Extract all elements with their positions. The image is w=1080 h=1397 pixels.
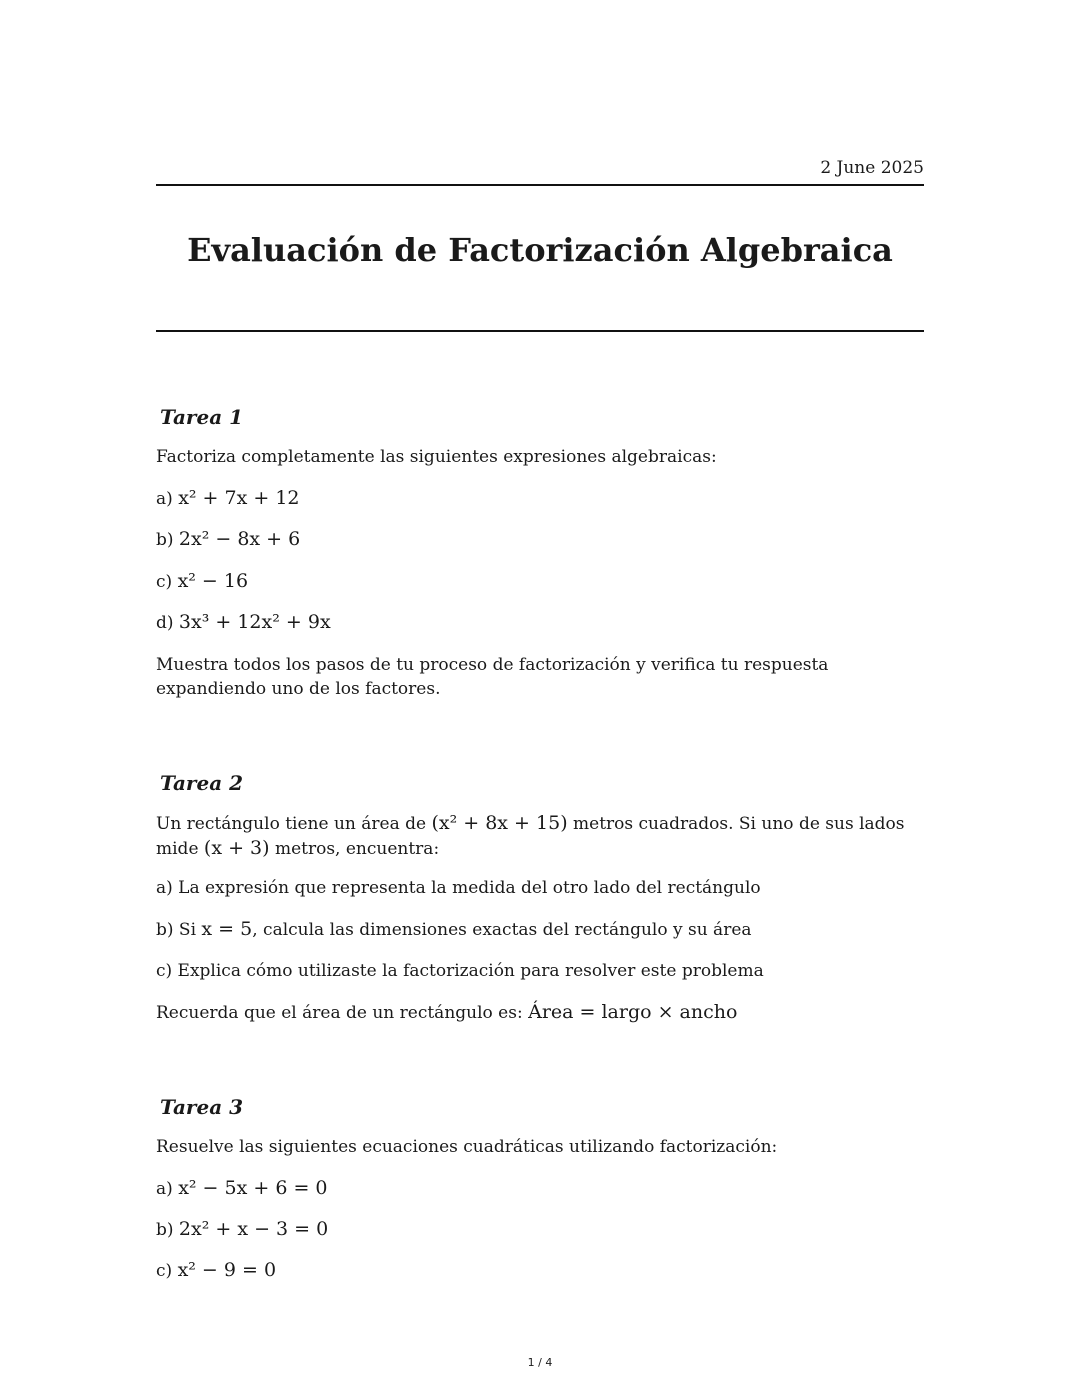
task-1-note: Muestra todos los pasos de tu proceso de factorización y verifica tu respuesta expandiendo uno de los factores. — [156, 655, 829, 699]
task-2-item-c: c) Explica cómo utilizaste la factorización para resolver este problema — [156, 961, 764, 981]
task-1-item-b — [156, 527, 924, 552]
document-page — [156, 0, 924, 1397]
item-expression: x = 5 — [201, 918, 253, 940]
item-expression: x² − 9 = 0 — [177, 1259, 277, 1281]
task-1-heading: Tarea 1 — [160, 405, 244, 429]
item-label: a) — [156, 489, 173, 509]
intro-text: metros cuadrados. Si uno de sus lados mide — [156, 814, 905, 859]
reminder-text: Recuerda que el área de un rectángulo es: — [156, 1003, 523, 1023]
task-2-item-b — [156, 917, 924, 942]
item-text: b) Si — [156, 920, 197, 940]
item-expression: x² + 7x + 12 — [178, 487, 300, 509]
item-label: b) — [156, 1220, 174, 1240]
task-2-intro — [156, 811, 924, 861]
intro-text: metros, encuentra: — [274, 839, 440, 859]
area-formula: Área = largo × ancho — [528, 1001, 738, 1023]
task-2-item-a: a) La expresión que representa la medida del otro lado del rectángulo — [156, 878, 761, 898]
intro-text: Un rectángulo tiene un área de — [156, 814, 427, 834]
title-rule — [156, 330, 924, 332]
task-2-heading: Tarea 2 — [160, 771, 244, 795]
task-1-item-c — [156, 569, 924, 594]
task-1-intro: Factoriza completamente las siguientes expresiones algebraicas: — [156, 447, 717, 467]
document-title: Evaluación de Factorización Algebraica — [187, 231, 893, 269]
header-date: 2 June 2025 — [820, 158, 924, 178]
task-3-heading: Tarea 3 — [160, 1095, 244, 1119]
item-expression: x² − 16 — [177, 570, 249, 592]
header-rule — [156, 184, 924, 186]
item-expression: 2x² − 8x + 6 — [178, 528, 301, 550]
item-label: c) — [156, 572, 173, 592]
item-expression: x² − 5x + 6 = 0 — [178, 1177, 328, 1199]
task-2-reminder — [156, 1000, 924, 1025]
task-3-item-a — [156, 1176, 924, 1201]
item-label: a) — [156, 1179, 173, 1199]
item-text: , calcula las dimensiones exactas del rectángulo y su área — [252, 920, 752, 940]
task-3-item-b — [156, 1217, 924, 1242]
task-1-item-d — [156, 610, 924, 635]
side-expression: (x + 3) — [203, 837, 270, 859]
item-label: c) — [156, 1261, 173, 1281]
item-label: d) — [156, 613, 174, 633]
item-expression: 2x² + x − 3 = 0 — [178, 1218, 329, 1240]
task-3-item-c — [156, 1258, 924, 1283]
area-expression: (x² + 8x + 15) — [431, 812, 568, 834]
item-label: b) — [156, 530, 174, 550]
page-number: 1 / 4 — [527, 1356, 553, 1369]
task-3-intro: Resuelve las siguientes ecuaciones cuadráticas utilizando factorización: — [156, 1137, 778, 1157]
item-expression: 3x³ + 12x² + 9x — [178, 611, 331, 633]
task-1-item-a — [156, 486, 924, 511]
